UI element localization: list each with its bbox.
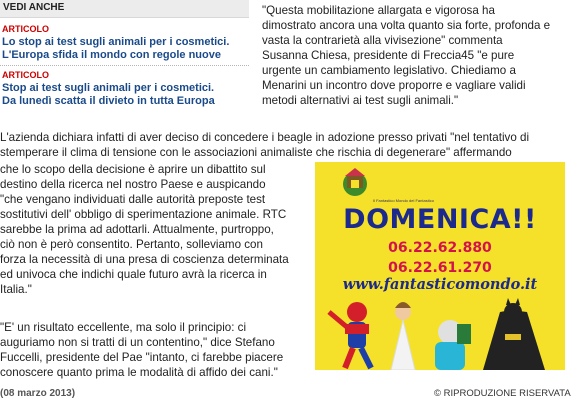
body-paragraph-continued [0, 162, 289, 297]
text-line: Italia." [0, 283, 32, 296]
princess-figure-icon [391, 302, 415, 370]
article-title-link[interactable]: L'Europa sfida il mondo con regole nuove [2, 49, 221, 61]
article-date: (08 marzo 2013) [0, 388, 76, 399]
quote-paragraph [262, 3, 550, 108]
text-line: urgente un cambiamento legislativo. Chiediamo a [262, 64, 516, 77]
related-article[interactable] [0, 24, 249, 64]
text-line: Fuccelli, presidente del Pae "intanto, ci farebbe piacere [0, 351, 284, 364]
text-line: "Questa mobilitazione allargata e vigorosa ha [262, 4, 495, 17]
text-line: metodi alternativi ai test sugli animali." [262, 94, 459, 107]
related-header [0, 0, 249, 18]
text-line: dimostrato ancora una volta quanto sia forte, profonda e [262, 19, 551, 32]
related-articles-box [0, 0, 249, 114]
text-line: ciò non è però consentito. Pertanto, solleviamo con [0, 238, 263, 251]
ad-phone-2: 06.22.61.270 [388, 260, 492, 276]
costume-figure-icon [435, 320, 471, 370]
text-line: vasta la contrarietà alla vivisezione" commenta [262, 34, 503, 47]
closing-paragraph [0, 320, 283, 380]
article-tag: ARTICOLO [2, 70, 49, 80]
text-line: forza la necessità di una presa di coscienza determinata [0, 253, 289, 266]
advertisement-banner[interactable] [315, 162, 565, 370]
text-line: Menarini un incontro dove proporre e vagliare validi [262, 79, 526, 92]
article-title-link[interactable]: Stop ai test sugli animali per i cosmetici. [2, 82, 215, 94]
related-header-label: VEDI ANCHE [3, 2, 65, 13]
caped-hero-figure-icon [483, 298, 545, 370]
ad-phone-1: 06.22.62.880 [388, 240, 492, 256]
article-tag: ARTICOLO [2, 24, 49, 34]
superhero-figure-icon [329, 302, 371, 368]
text-line: che lo scopo della decisione è aprire un dibattito sul [0, 163, 266, 176]
text-line: sostitutivi dell' obbligo di sperimentazione animale. RTC [0, 208, 287, 221]
castle-logo-icon [343, 168, 367, 196]
text-line: "E' un risultato eccellente, ma solo il principio: ci [0, 321, 247, 334]
copyright-notice: © RIPRODUZIONE RISERVATA [434, 388, 571, 399]
text-line: auguriamo non si tratti di un contentino," dice Stefano [0, 336, 275, 349]
text-line: "che vengano individuati dalle autorità preposte test [0, 193, 266, 206]
ad-url-link[interactable]: www.fantasticomondo.it [342, 276, 538, 293]
ad-logo-text: Il Fantastico Mondo del Fantastico [373, 198, 434, 203]
text-line: Susanna Chiesa, presidente di Freccia45 "e pure [262, 49, 515, 62]
body-paragraph [0, 130, 529, 160]
text-line: destino della ricerca nel nostro Paese e auspicando [0, 178, 266, 191]
text-line: stemperare il clima di tensione con le associazioni animaliste che rischia di degenerare" affermando [0, 146, 512, 159]
article-title-link[interactable]: Da lunedì scatta il divieto in tutta Europa [2, 95, 215, 107]
text-line: L'azienda dichiara infatti di aver deciso di concedere i beagle in adozione presso privati "nel tentativo di [0, 131, 530, 144]
ad-headline: DOMENICA!! [343, 204, 537, 235]
text-line: sarebbe la prima ad adottarli. Attualmente, purtroppo, [0, 223, 274, 236]
text-line: ed univoca che indichi quale futuro avrà la ricerca in [0, 268, 267, 281]
divider [0, 65, 249, 66]
related-article[interactable] [0, 70, 249, 110]
text-line: conoscere quanto prima le modalità di affido dei cani." [0, 366, 278, 379]
article-title-link[interactable]: Lo stop ai test sugli animali per i cosmetici. [2, 36, 230, 48]
